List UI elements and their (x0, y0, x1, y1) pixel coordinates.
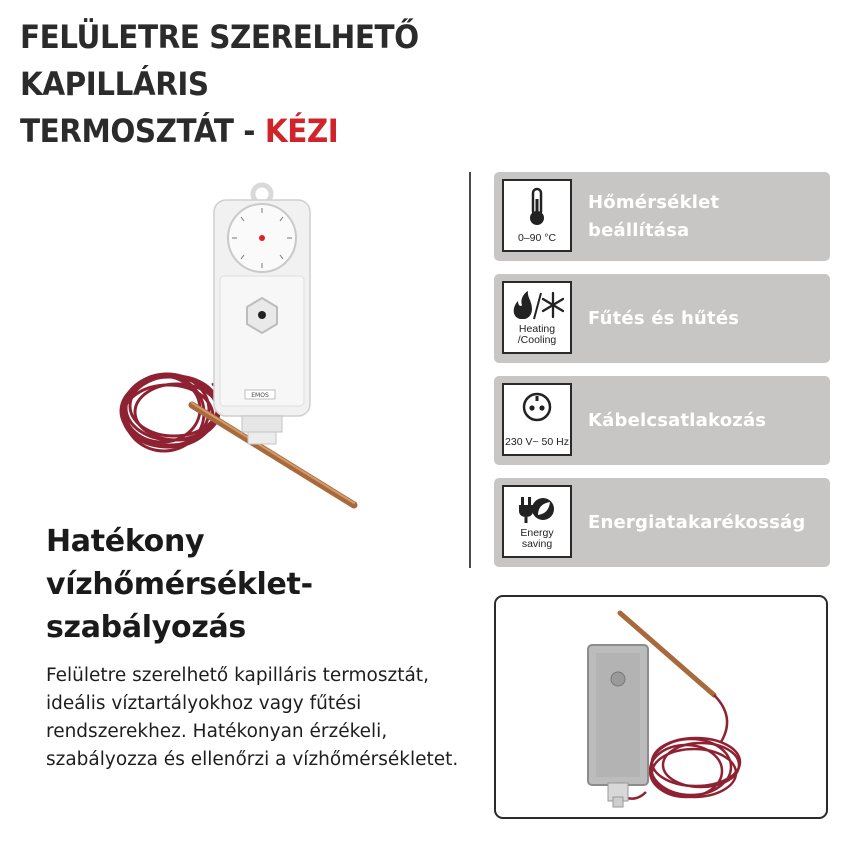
heading-line-2: vízhőmérséklet- (46, 567, 313, 602)
feature-icon-box (502, 179, 572, 252)
heading-line-3: szabályozás (46, 610, 246, 645)
thermostat-back-view-image (496, 597, 826, 817)
heading-line-1: Hatékony (46, 524, 205, 559)
title-line-1: FELÜLETRE SZERELHETŐ (20, 18, 419, 56)
feature-icon-box (502, 281, 572, 354)
feature-icon-box (502, 383, 572, 456)
section-heading (46, 520, 446, 649)
divider-line (469, 172, 471, 568)
feature-label: Hőmérséklet beállítása (588, 191, 720, 241)
title-line-3 (20, 108, 452, 155)
power-socket-icon (521, 391, 553, 423)
feature-label: Kábelcsatlakozás (588, 409, 767, 431)
feature-icon-box (502, 485, 572, 558)
thermostat-product-image (112, 180, 362, 510)
title-line-2: KAPILLÁRIS (20, 65, 209, 103)
feature-caption: Energy saving (520, 527, 554, 550)
heating-cooling-icon (510, 289, 564, 323)
feature-caption: Heating /Cooling (517, 323, 557, 346)
back-view-image-frame (494, 595, 828, 819)
feature-card-cable-connection (494, 376, 830, 465)
feature-label: Fűtés és hűtés (588, 307, 740, 329)
product-description: Felületre szerelhető kapilláris termosztát, ideális víztartályokhoz vagy fűtési rendszerekhez. Hatékonyan érzékeli, szabályozza és ellenőrzi a vízhőmérsékletet. (46, 665, 459, 770)
title-line-3-main: TERMOSZTÁT - (20, 112, 265, 150)
page-title (20, 14, 452, 155)
feature-card-temperature (494, 172, 830, 261)
feature-label: Energiatakarékosság (588, 511, 806, 533)
title-accent: KÉZI (264, 112, 339, 150)
feature-card-energy-saving (494, 478, 830, 567)
feature-caption: 0–90 °C (517, 232, 557, 244)
feature-card-heating-cooling (494, 274, 830, 363)
energy-saving-icon (519, 493, 555, 527)
brand-label: EMOS (251, 392, 269, 399)
thermometer-icon (522, 187, 552, 227)
feature-caption: 230 V~ 50 Hz (505, 436, 569, 448)
